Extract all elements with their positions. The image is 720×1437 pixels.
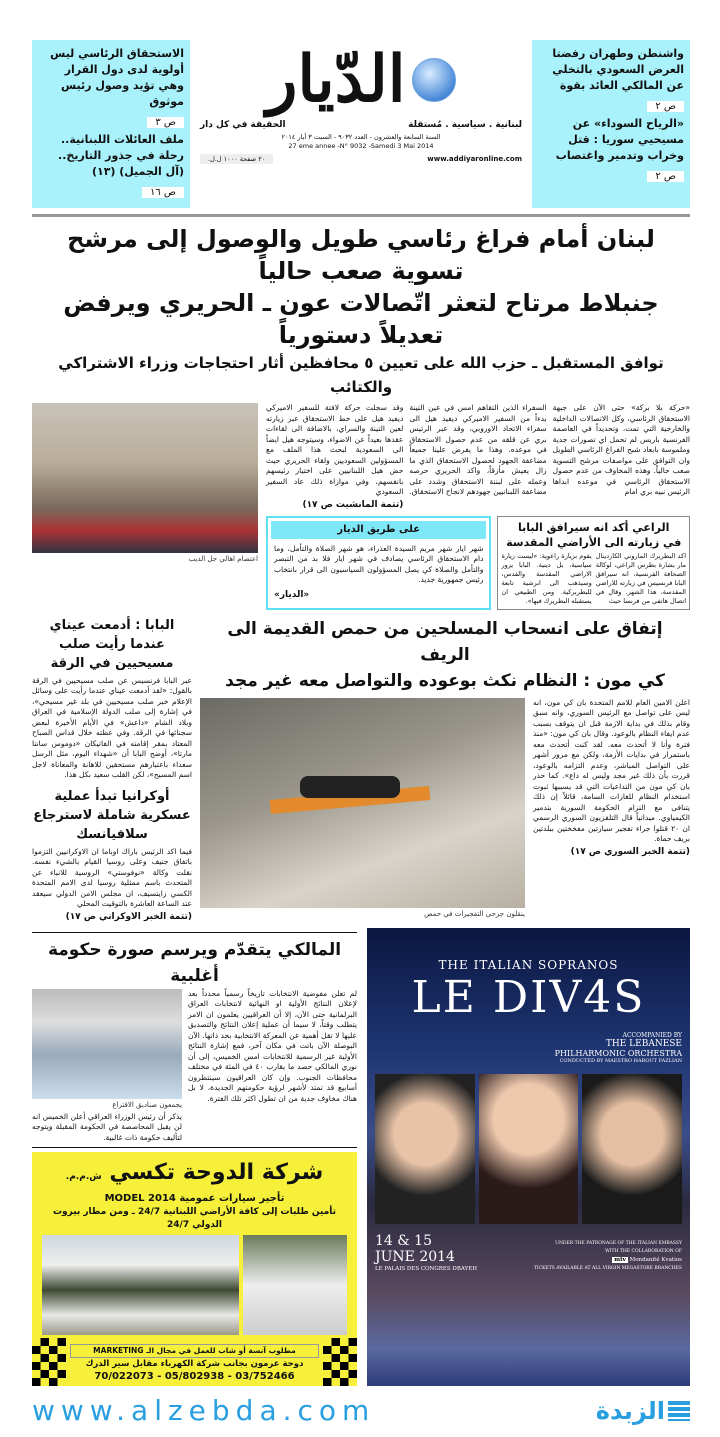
iraq-photo — [32, 989, 182, 1099]
lead-col-2: السفراء الذين التقاهم امس في عين التينة بدءاً من السفير الاميركي ديفيد هيل الى سفراء الاتحاد الاوروبي، وقد عبر الرئيس بري عن قلقه من عدم حصول الاستحقاق في موعده. وهذا ما يفرض علينا جميعاً مضاعفة الجهود لحصول الاستحقاق الذي ما زال يعيش مأزقاً، واكد الحريري حرصه وعمله على لبننة الاستحقاق وشدد على مضاعفة اللبنانيين جهودهم لانجاح الاستحقاق. — [409, 403, 547, 496]
syria-section — [32, 616, 690, 922]
teaser[interactable]: الاستحقاق الرئاسي ليس أولوية لدى دول القرار وهي تؤيد وصول رئيس موثوق — [50, 47, 184, 108]
pope-box — [497, 516, 690, 610]
concert-accompanied: ACCOMPANIED BY — [622, 1031, 682, 1039]
main-headline-3[interactable]: توافق المستقبل ـ حزب الله على تعيين ٥ محافظين أثار احتجاجات وزراء الاشتراكي والكتائب — [58, 354, 664, 396]
concert-title: LE DIV4S — [411, 971, 646, 1023]
teaser[interactable]: واشنطن وطهران رفضتا العرض السعودي بالتخلي عن المالكي العائد بقوة — [552, 47, 684, 92]
taxi-line-1: تأجير سيارات عمومية MODEL 2014 — [104, 1193, 285, 1204]
concert-kicker: THE ITALIAN SOPRANOS — [438, 957, 619, 972]
concert-orchestra-2: PHILHARMONIC ORCHESTRA — [554, 1048, 682, 1058]
ukraine-text: فيما اكد الرئيس باراك اوباما ان الاوكرانيين التزموا باتفاق جنيف وعلى روسيا القيام بالشيء نفسه. نقلت وكالة «نوفوستي» الروسية للانباء عن المتحدث باسم ممثلية روسيا لدى الامم المتحدة الكسي زايتسيف، ان مجلس الامن الدولي سيعقد عند الساعة العاشرة بالتوقيت المحلي — [32, 846, 192, 908]
protest-photo — [32, 403, 258, 553]
concert-dates: 14 & 15 — [375, 1232, 432, 1249]
pope-box-title-1[interactable]: الراعي أكد انه سيرافق البابا — [518, 520, 670, 534]
main-headline-2[interactable]: جنبلاط مرتاح لتعثر اتّصالات عون ـ الحريري ويرفض تعديلاً دستورياً — [63, 289, 659, 349]
pope-box-title-2[interactable]: في زيارته الى الأراضي المقدسة — [506, 535, 682, 549]
taxi-wanted: مطلوب آنسة أو شاب للعمل في مجال الـ MARKETING — [70, 1344, 319, 1358]
taxi-phones: 70/022073 - 05/802938 - 03/752466 — [94, 1371, 295, 1382]
pope-story-headline[interactable]: البابا : أدمعت عيناي عندما رأيت صلب مسيحيين في الرقة — [49, 617, 175, 671]
pope-box-col-1: اكد البطريرك الماروني الكاردينال مار بشارة بطرس الراعي، لوكالة الصحافة الفرنسية، انه سيرافق البابا فرنسيس في زيارته للاراضي المقدسة، هذا الشهر. وقال في اتصال هاتفي من فرنسا حيث — [595, 551, 686, 605]
footer-logo[interactable] — [596, 1397, 690, 1425]
pope-story-text: عبر البابا فرنسيس عن صلب مسيحيين في الرقة بالقول: «لقد أدمعت عيناي عندما رأيت على وسائل الإعلام خبر صلب مسيحيين في بلد غير مسيحي»، في إشارة إلى صلب الدولة الإسلامية في العراق وبلاد الشام «داعش» في الأيام الأخيرة لبعض سجنائها في الرقة. وفي عظته خلال قداس الصباح المعتاد بمقر إقامته في الفاتيكان «دوموس سانتا مارتا»، أوضح البابا أن «شهداء اليوم، مثل الرسل سعداء باعتبارهم مستحقين للاهانة والمعاناة لاجل اسم المسيح»، لكن القلب سعيد بكل هذا. — [32, 675, 192, 779]
photo-caption: اعتصام اهالي جل الديب — [188, 555, 258, 563]
syria-continued[interactable]: (تتمة الخبر السوري ص ١٧) — [570, 846, 690, 857]
checker-pattern — [323, 1338, 357, 1386]
taxi-line-2: تأمين طلبات إلى كافة الأراضي اللبنانية 24/7 ـ ومن مطار بيروت الدولي 24/7 — [52, 1207, 337, 1230]
footer — [32, 1394, 690, 1427]
lead-col-3: وقد سجلت حركة لافتة للسفير الاميركي ديفيد هيل على خط الاستحقاق عبر زيارته لعين التينة والسراي، بالاضافة الى لقاءات عقدها بعيداً عن الاضواء، وسيتوجه هيل ايضاً الى السعودية لبحث هذا الملف مع المسؤولين السعوديين ولقاء الحريري حيث حض هيل اللبنانيين على اختيار رئيسهم بانفسهم، وفي موازاة ذلك عاد السفير السعودي — [266, 403, 404, 496]
ukraine-continued[interactable]: (تتمة الخبر الاوكراني ص ١٧) — [65, 911, 192, 922]
masthead-center — [200, 40, 522, 208]
ukraine-headline[interactable]: أوكرانيا تبدأ عملية عسكرية شاملة لاسترجاع سلافيانسك — [33, 788, 191, 842]
page-ref: ص ٣ — [147, 117, 184, 128]
newspaper-logo: الدّيار — [266, 42, 406, 117]
sopranos-photo — [375, 1074, 682, 1224]
logo-icon — [668, 1401, 690, 1421]
diyar-box-title: على طريق الديار — [271, 521, 486, 539]
continued-link[interactable]: (تتمة المانشيت ص ١٧) — [302, 499, 404, 510]
concert-venue: LE PALAIS DES CONGRES DBAYEH — [375, 1265, 478, 1272]
page-ref: ص ٢ — [647, 171, 684, 182]
issue-fr: 27 eme annee -N° 9032 -Samedi 3 Mai 2014 — [288, 142, 434, 150]
page-ref: ص ٢ — [647, 101, 684, 112]
teasers-right — [532, 40, 690, 208]
concert-tickets: TICKETS AVAILABLE AT ALL VIRGIN MEGASTORE BRANCHES — [533, 1265, 682, 1271]
website-link[interactable]: www.addiyaronline.com — [427, 155, 522, 163]
tagline — [200, 120, 522, 130]
taxi-ad[interactable] — [32, 1152, 357, 1386]
checker-pattern — [32, 1338, 66, 1386]
concert-ad[interactable] — [367, 928, 690, 1387]
lead-col-1: «حركة بلا بركة» حتى الآن على جبهة الاستحقاق الرئاسي، وكل الاتصالات الداخلية والخارجية التي تمت، وتحديداً في العاصمة الفرنسية باريس لم تحمل اي تصورات جدية وملموسة بابعاد شبح الفراغ الرئاسي الطويل وان التوافق على مواصفات مرشح التسوية صعب حالياً. وهذه المخاوف من عدم حصول الاستحقاق الرئاسي في موعده ابداها الرئيس نبيه بري امام — [552, 403, 690, 496]
masthead — [32, 40, 690, 208]
syria-photo — [200, 698, 525, 908]
iraq-photo-caption: يجمعون صناديق الاقتراع — [112, 1100, 182, 1109]
concert-patronage: UNDER THE PATRONAGE OF THE ITALIAN EMBASSY — [555, 1240, 682, 1246]
concert-month: JUNE 2014 — [375, 1248, 455, 1265]
bottom-section — [32, 928, 690, 1387]
tagline-left: لبنانية . سياسية . مُستقلة — [408, 120, 522, 130]
price: ٢٠ صفحة ١٠٠٠ ل.ل. — [200, 154, 273, 164]
teasers-left — [32, 40, 190, 208]
syria-text: اعلن الامين العام للامم المتحدة بان كي مون، انه ليس على تواصل مع الرئيس السوري، وانه سبق وقام بذلك في بداية الازمة قبل ان يتوقف بسبب عدم ايفاء النظام بالوعود. وقال بان كي مون: «منذ فترة وأنا لا أتحدث معه. لقد كنت أتحدث معه باستمرار في بدايات الأزمة، ولكن مع مرور أشهر على التواصل المباشر، وعدم التزامه بالوعود، قررت بأن ذلك غير مجد وليس له داع». كما حذر بان كي مون من التداعيات التي قد يسببها ثبوت استخدام النظام للغازات السامة، قائلاً إن ذلك يتنافى مع التزام الحكومة السورية بتدمير الكيمياوي. ميدانياً قال التلفزيون السوري الرسمي ان ٢٠ قتلوا جراء تفجير سيارتين مفخختين ببلدتين بريف حماة. — [533, 697, 690, 843]
taxi-address: دوحة عرمون بجانب شركة الكهرباء مقابل سير الدرك — [85, 1359, 304, 1369]
sponsor: Mondanité — [629, 1256, 660, 1263]
globe-icon — [412, 58, 456, 102]
concert-orchestra: THE LEBANESE — [605, 1038, 682, 1049]
logo-text: الزبدة — [595, 1396, 665, 1425]
sponsor: Kvatios — [661, 1256, 682, 1263]
iraq-headline[interactable]: المالكي يتقدّم ويرسم صورة حكومة أغلبية — [47, 939, 342, 986]
iraq-text-2: يذكر أن رئيس الوزراء العراقي أعلن الخميس انه لن يقبل المحاصصة في الحكومة المقبلة ويتوجه لتأليف حكومة ذات غالبية. — [32, 1111, 182, 1142]
syria-headline-1[interactable]: إتفاق على انسحاب المسلحين من حمص القديمة الى الريف — [227, 618, 663, 665]
diyar-box — [266, 516, 491, 610]
iraq-text: لم تعلن مفوضية الانتخابات تاريخاً رسمياً محدداً بعد لإعلان النتائج الأولية او النهائية لانتخابات العراق البرلمانية حتى الآن، إلا أن العراقيين يعلمون ان الامر يتطلب وقتاً، لا سيما أن عملية إعلان النتائج والتصديق عليها لا تقل أهمية عن المعركة الانتخابية بحد ذاتها. الآن البوصلة الآن باتت في مكان آخر، فمع إشارة النتائج الأولية غير الرسمية للانتخابات امس الخميس، إلى أن نوري المالكي حصد ما يقارب ٤٠ في المئة في مختلف محافظات الجنوب. وإن كان العراقيون سينتظرون أسابيع قد تمتد لأشهر لرؤية حكومتهم الجديدة، لا بل هناك مخاوف جدية من ان تطول اكثر تلك الفترة. — [188, 988, 357, 1103]
pope-box-col-2: يقوم بزيارة راعوية: «ليست زيارة سياسية، بل دينية. البابا يزور الاراضي المقدسة والقدس، وسيذهب الى ابرشية تابعة للبطريركية. ومن الطبيعي ان يستقبله البطريرك فيها». — [501, 551, 592, 605]
main-headline-1[interactable]: لبنان أمام فراغ رئاسي طويل والوصول إلى مرشح تسوية صعب حالياً — [67, 225, 655, 285]
taxi-fleet-photo — [42, 1235, 239, 1335]
teaser[interactable]: «الرياح السوداء» عن مسيحيي سوريا : قتل وخراب وتدمير واغتصاب — [555, 117, 684, 162]
taxi-van-photo — [243, 1235, 347, 1335]
tagline-right: الحقيقة في كل دار — [200, 120, 286, 130]
taxi-company: شركة الدوحة تكسي ش.م.م. — [65, 1160, 324, 1185]
page-ref: ص ١٦ — [142, 187, 184, 198]
teaser[interactable]: ملف العائلات اللبنانية.. رحلة في جذور التاريخ.. (آل الجميل) (١٣) — [58, 133, 184, 178]
footer-url[interactable]: www.alzebda.com — [32, 1394, 376, 1427]
syria-headline-2[interactable]: كي مون : النظام نكث بوعوده والتواصل معه غير مجد — [225, 670, 665, 691]
divider — [32, 214, 690, 217]
concert-conductor: CONDUCTED BY MAESTRO HAROUT FAZLIAN — [559, 1057, 682, 1064]
syria-photo-caption: ينقلون جرحى التفجيرات في حمص — [424, 909, 525, 918]
diyar-box-text: شهر ايار شهر مريم السيدة العذراء، هو شهر الصلاة والتأمل، وما دام الاستحقاق الرئاسي يصادف في شهر ايار فلا بد من التبصر والتأمل والصلاة كي يصل المسؤولون السياسيون الى قرار بانتخاب رئيس جمهورية جديد. — [274, 543, 484, 584]
concert-collab: WITH THE COLLABORATION OF — [605, 1248, 682, 1254]
lead-section — [32, 403, 690, 610]
sponsor-mtv: mtv — [614, 1256, 626, 1263]
diyar-signature: «الديار» — [274, 589, 310, 600]
issue-ar: السنة السابعة والعشرون - العدد ٩٠٣٢ - السبت ٣ أيار ٢٠١٤ — [281, 133, 441, 141]
